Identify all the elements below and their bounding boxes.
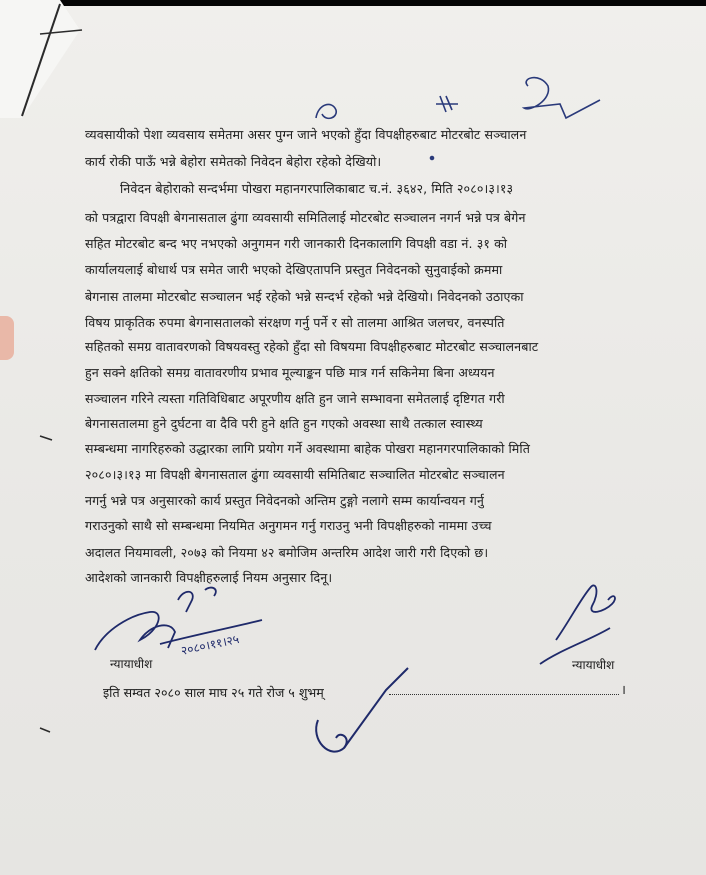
text-line: २०८०।३।१३ मा विपक्षी बेगनासताल ढुंगा व्यवसायी समितिबाट सञ्चालित मोटरबोट सञ्चालन [85, 467, 505, 482]
right-signature [540, 585, 615, 664]
closing-danda: । [621, 683, 626, 698]
text-line: कार्यालयलाई बोधार्थ पत्र समेत जारी भएको देखिएतापनि प्रस्तुत निवेदनको सुनुवाईको क्रममा [85, 262, 503, 277]
left-signature [95, 588, 262, 650]
text-line: सञ्चालन गरिने त्यस्ता गतिविधिबाट अपूरणीय क्षति हुन जाने सम्भावना समेतलाई दृष्टिगत गरी [85, 391, 505, 406]
left-judge-label: न्यायाधीश [110, 657, 153, 671]
text-line: गराउनुको साथै सो सम्बन्धमा नियमित अनुगमन गर्नु गराउनु भनी विपक्षीहरुको नाममा उच्च [85, 518, 492, 533]
text-line: को पत्रद्वारा विपक्षी बेगनासताल ढुंगा व्यवसायी समितिलाई मोटरबोट सञ्चालन नगर्न भन्ने पत्र बेगेन [85, 210, 526, 225]
text-line: व्यवसायीको पेशा व्यवसाय समेतमा असर पुग्न जाने भएको हुँदा विपक्षीहरुबाट मोटरबोट सञ्चालन [85, 127, 527, 142]
text-line: आदेशको जानकारी विपक्षीहरुलाई नियम अनुसार दिनू। [85, 570, 333, 585]
text-line: बेगनासतालमा हुने दुर्घटना वा दैवि परी हुने क्षति हुन गएको अवस्था साथै तत्काल स्वास्थ्य [85, 416, 483, 431]
closing-dots [389, 694, 619, 695]
text-line: अदालत नियमावली, २०७३ को नियमा ४२ बमोजिम अन्तरिम आदेश जारी गरी दिएको छ। [85, 545, 489, 560]
page-fold-corner [0, 0, 90, 120]
scan-top-edge [0, 0, 706, 6]
text-line: बेगनास तालमा मोटरबोट सञ्चालन भई रहेको भन्ने सन्दर्भ रहेको भन्ने देखियो। निवेदनको उठाएका [85, 289, 524, 304]
top-initial-marks [316, 78, 600, 160]
text-line: सहितको समग्र वातावरणको विषयवस्तु रहेको हुँदा सो विषयमा विपक्षीहरुबाट मोटरबोट सञ्चालनबाट [85, 339, 539, 354]
closing-line: इति सम्वत २०८० साल माघ २५ गते रोज ५ शुभम् [103, 685, 324, 700]
left-handwritten-date: २०८०।११।२५ [179, 631, 241, 658]
text-line: नगर्नु भन्ने पत्र अनुसारको कार्य प्रस्तुत निवेदनको अन्तिम टुङ्गो नलागे सम्म कार्यान्वयन गर्नु [85, 493, 485, 508]
text-line: सम्बन्धमा नागरिहरुको उद्धारका लागि प्रयोग गर्ने अवस्थामा बाहेक पोखरा महानगरपालिकाको मिति [85, 441, 530, 456]
right-judge-label: न्यायाधीश [572, 658, 615, 672]
margin-ticks [40, 436, 52, 732]
text-line: निवेदन बेहोराको सन्दर्भमा पोखरा महानगरपालिकाबाट च.नं. ३६४२, मिति २०८०।३।१३ [120, 181, 514, 196]
text-line: सहित मोटरबोट बन्द भए नभएको अनुगमन गरी जानकारी दिनकालागि विपक्षी वडा नं. ३१ को [85, 236, 508, 251]
text-line: कार्य रोकी पाऊँ भन्ने बेहोरा समेतको निवेदन बेहोरा रहेको देखियो। [85, 154, 382, 169]
finger-edge [0, 316, 14, 360]
bottom-tick-mark [316, 668, 408, 752]
text-line: हुन सक्ने क्षतिको समग्र वातावरणीय प्रभाव मूल्याङ्कन पछि मात्र गर्न सकिनेमा बिना अध्ययन [85, 365, 495, 380]
text-line: विषय प्राकृतिक रुपमा बेगनासतालको संरक्षण गर्नु पर्ने र सो तालमा आश्रित जलचर, वनस्पति [85, 315, 505, 330]
